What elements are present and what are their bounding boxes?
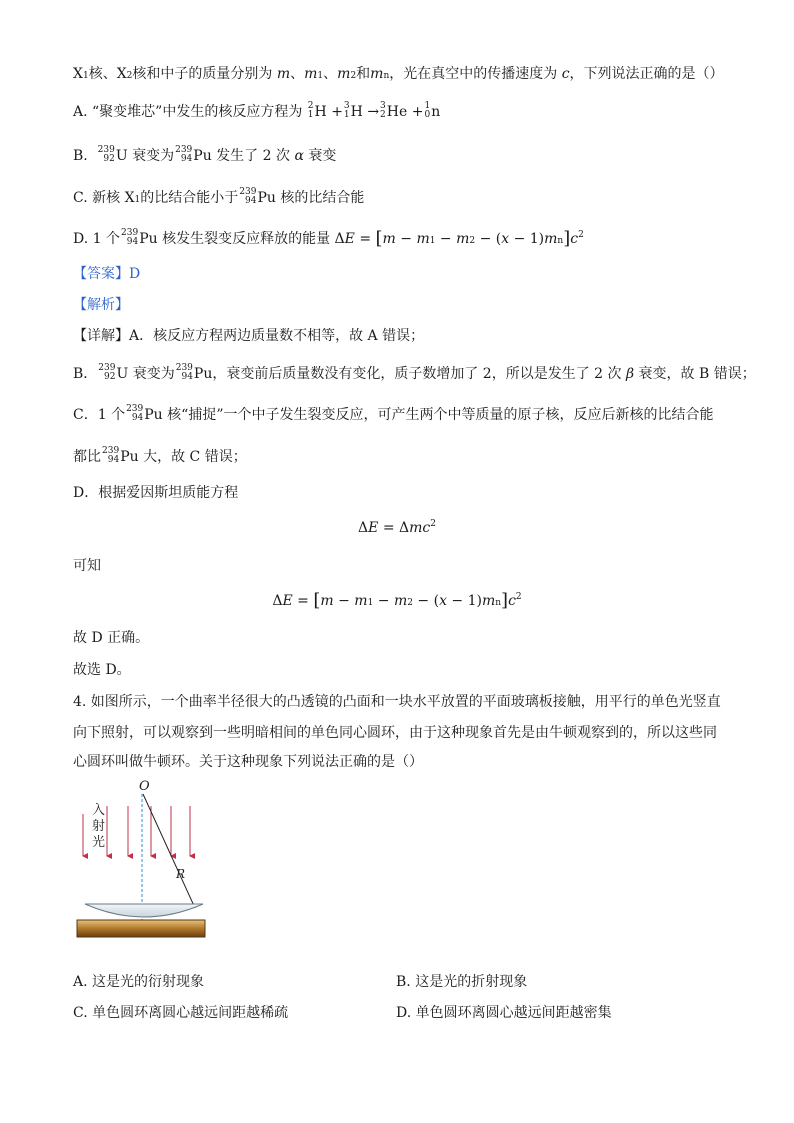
choose-d: 故选 D。 <box>73 662 131 678</box>
answer-tag: 【答案】D <box>73 266 141 282</box>
detail-c: C．1 个 239 94 Pu 核“捕捉”一个中子发生裂变反应，可产生两个中等质量的原子核，反应后新核的比结合能 <box>73 404 714 423</box>
q4-option-a: A. 这是光的衍射现象 <box>73 974 205 990</box>
detail-b: B． 239 92 U 衰变为 239 94 Pu，衰变前后质量数没有变化，质子数增加了 2，所以是发生了 2 次 β 衰变，故 B 错误； <box>73 363 756 382</box>
incident-light-label-2: 射 <box>92 819 106 834</box>
q4-option-b: B. 这是光的折射现象 <box>396 974 528 990</box>
kezhi: 可知 <box>73 558 101 574</box>
detail-a: 【详解】A．核反应方程两边质量数不相等，故 A 错误； <box>73 328 425 344</box>
q3-option-d: D. 1 个 239 94 Pu 核发生裂变反应释放的能量 $\Delta E = [m - m1 - m2 - (x - 1)mn]c^2$ <box>73 228 584 249</box>
q3-stem: X1核、X2核和中子的质量分别为 m、m1、m2和mn，光在真空中的传播速度为 c，下列说法正确的是（） <box>73 66 724 82</box>
detail-d: D．根据爱因斯坦质能方程 <box>73 485 239 501</box>
analysis-tag: 【解析】 <box>73 297 129 313</box>
figure-label-r: R <box>176 867 186 881</box>
q4-option-d: D. 单色圆环离圆心越远间距越密集 <box>396 1005 612 1021</box>
q4-option-c: C. 单色圆环离圆心越远间距越稀疏 <box>73 1005 289 1021</box>
formula-mass-energy: ΔE = Δmc$^2$ <box>358 519 436 536</box>
glass-plate <box>77 920 205 937</box>
incident-light-label-3: 光 <box>92 835 106 850</box>
figure-label-o: O <box>139 779 150 794</box>
q4-stem-line2: 向下照射，可以观察到一些明暗相间的单色同心圆环，由于这种现象首先是由牛顿观察到的，所以这些同 <box>73 725 717 741</box>
detail-d-conclusion: 故 D 正确。 <box>73 630 150 646</box>
q3-option-b: B. 239 92 U 衰变为 239 94 Pu 发生了 2 次 α 衰变 <box>73 145 337 164</box>
q3-option-a: A. “聚变堆芯”中发生的核反应方程为 2 1 H + 3 1 H → 3 2 He + 1 0 n <box>73 101 441 120</box>
q4-stem-line3: 心圆环叫做牛顿环。关于这种现象下列说法正确的是（） <box>73 754 423 770</box>
q3-option-c: C. 新核 X1的比结合能小于 239 94 Pu 核的比结合能 <box>73 187 365 206</box>
detail-c-cont: 都比 239 94 Pu 大，故 C 错误； <box>73 446 247 465</box>
convex-lens <box>85 904 203 917</box>
incident-light-label-1: 入 <box>92 803 106 818</box>
q4-stem-line1: 4. 如图所示，一个曲率半径很大的凸透镜的凸面和一块水平放置的平面玻璃板接触，用平行的单色光竖直 <box>73 694 721 710</box>
formula-energy: $\Delta E = [m - m1 - m2 - (x - 1)mn]c^2$ <box>272 590 522 611</box>
newton-rings-figure <box>73 778 213 968</box>
